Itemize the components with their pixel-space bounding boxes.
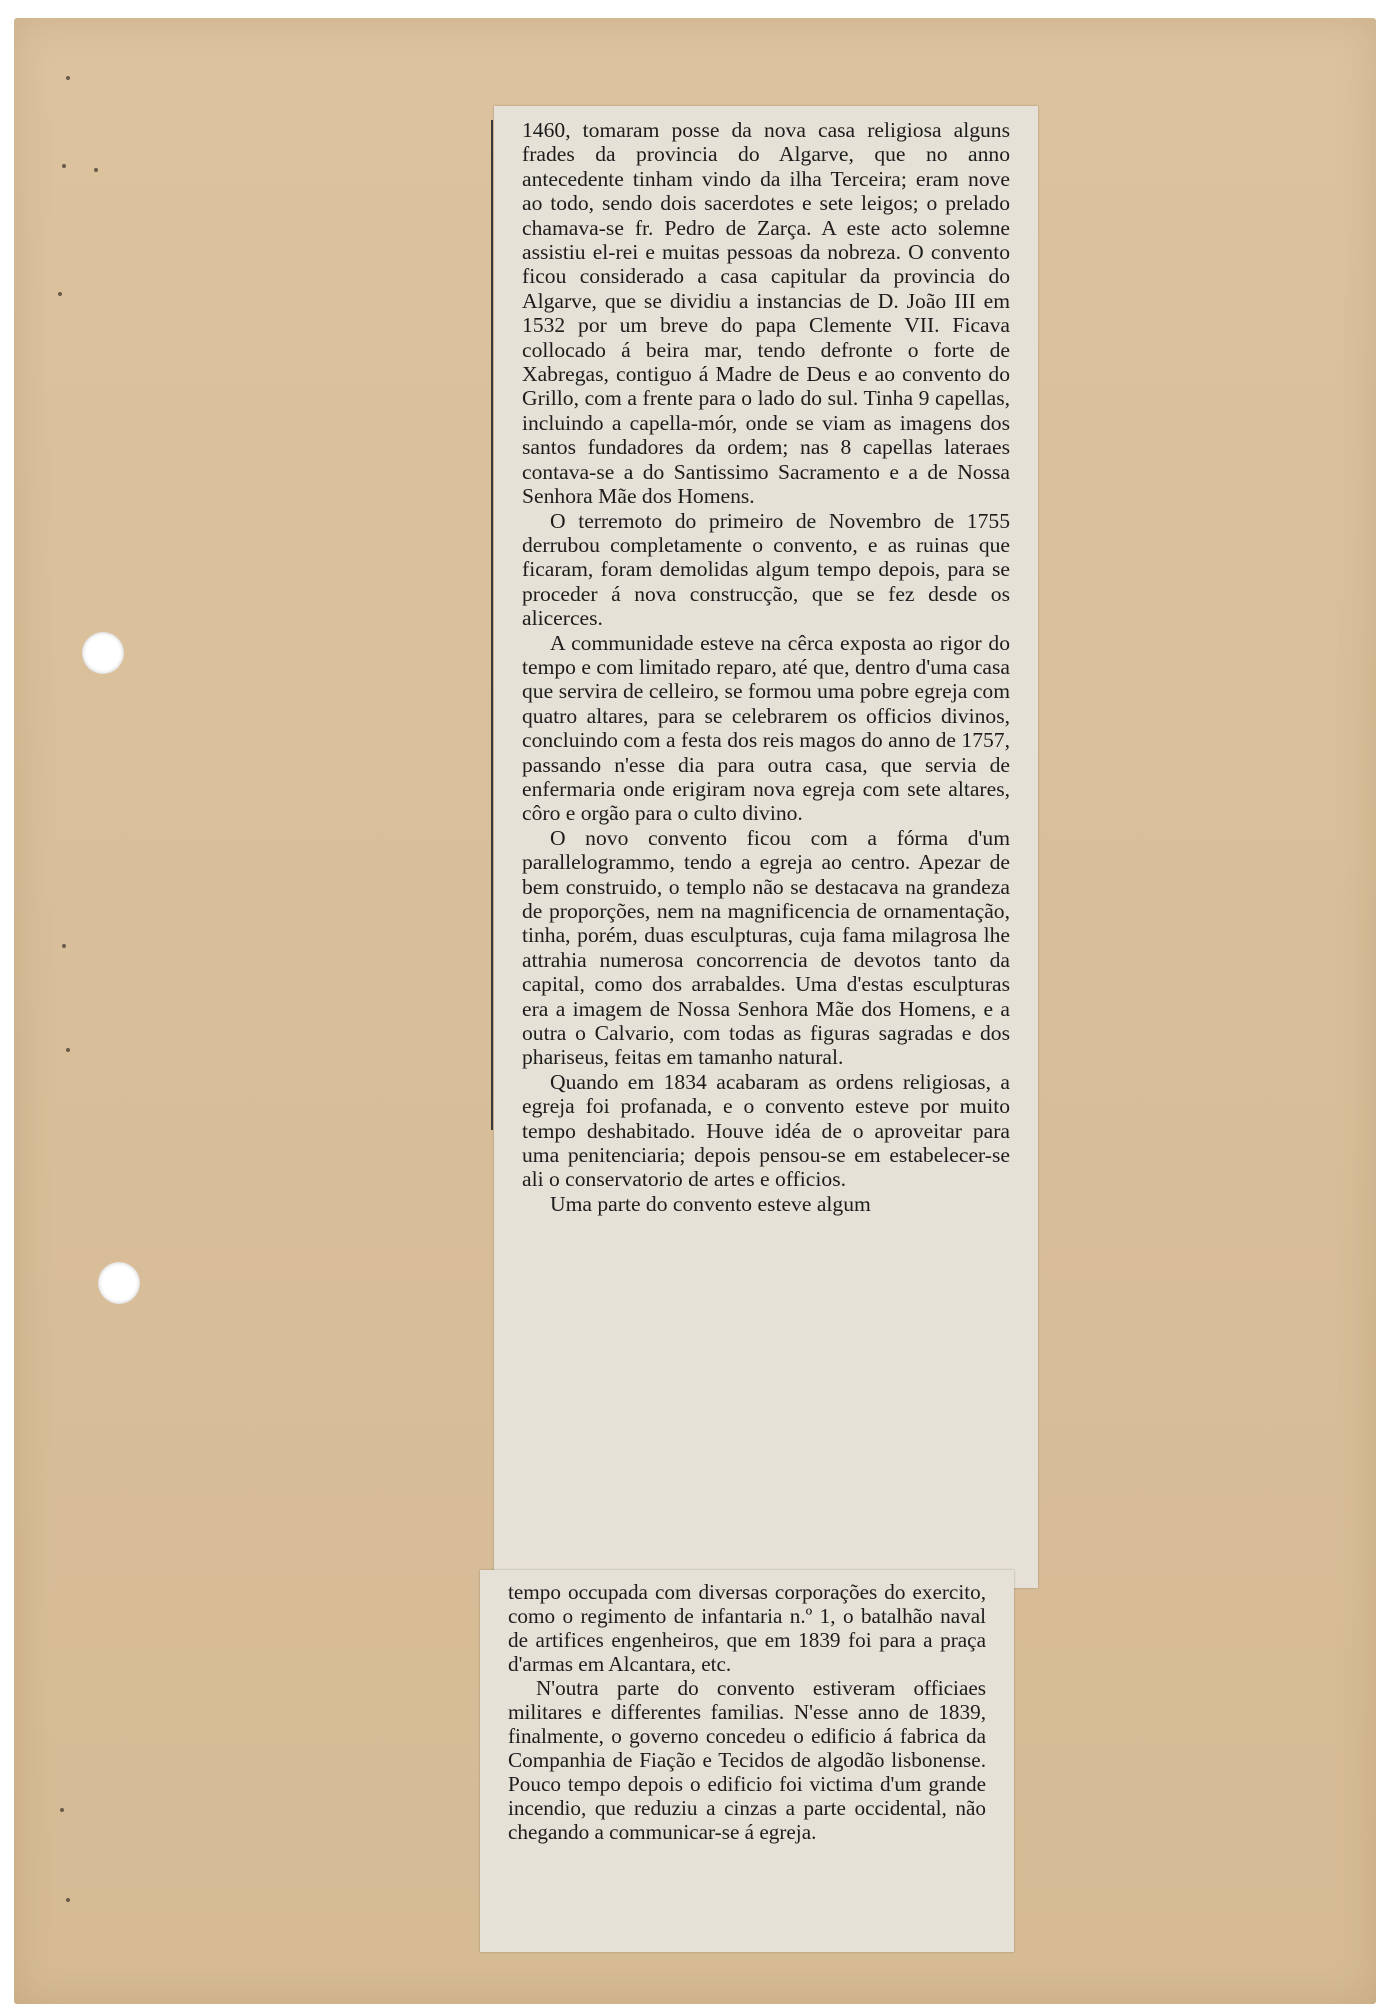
paper-speck [66, 1048, 70, 1052]
paragraph: A communidade esteve na cêrca exposta ao rigor do tempo e com limitado reparo, até que, dentro d'uma casa que servira de celleiro, se formou uma pobre egreja com quatro altares, para se celebrarem os officios divinos, concluindo com a festa dos reis magos do anno de 1757, passando n'esse dia para outra casa, que servia de enfermaria onde erigiram nova egreja com sete altares, côro e orgão para o culto divino. [522, 630, 1010, 826]
paper-speck [62, 164, 66, 168]
paragraph: Uma parte do convento esteve algum [550, 1191, 871, 1216]
paragraph: 1460, tomaram posse da nova casa religiosa alguns frades da provincia do Algarve, que no anno antecedente tinham vindo da ilha Terceira; eram nove ao todo, sendo dois sacerdotes e sete leigos; o prelado chamava-se fr. Pedro de Zarça. A este acto solemne assistiu el-rei e muitas pessoas da nobreza. O convento ficou considerado a casa capitular da provincia do Algarve, que se dividiu a instancias de D. João III em 1532 por um breve do papa Clemente VII. Ficava collocado á beira mar, tendo defronte o forte de Xabregas, contiguo á Madre de Deus e ao convento do Grillo, com a frente para o lado do sul. Tinha 9 capellas, incluindo a capella-mór, onde se viam as imagens dos santos fundadores da ordem; nas 8 capellas lateraes contava-se a do Santissimo Sacramento e a de Nossa Senhora Mãe dos Homens. [522, 118, 1010, 509]
newspaper-clipping-top [494, 106, 1038, 1588]
punch-hole-lower [98, 1262, 140, 1304]
paper-speck [60, 1808, 64, 1812]
text-column [522, 118, 1010, 1216]
text-column [508, 1580, 986, 1844]
paragraph: tempo occupada com diversas corporações do exercito, como o regimento de infantaria n.º 1, o batalhão naval de artifices engenheiros, que em 1839 foi para a praça d'armas em Alcantara, etc. [508, 1580, 986, 1676]
paper-speck [66, 76, 70, 80]
punch-hole-upper [82, 632, 124, 674]
newspaper-clipping-bottom [480, 1570, 1014, 1952]
paragraph: O terremoto do primeiro de Novembro de 1755 derrubou completamente o convento, e as ruinas que ficaram, foram demolidas algum tempo depois, para se proceder á nova construcção, que se fez desde os alicerces. [522, 508, 1010, 631]
paper-speck [62, 944, 66, 948]
paragraph: O novo convento ficou com a fórma d'um parallelogrammo, tendo a egreja ao centro. Apezar de bem construido, o templo não se destacava na grandeza de proporções, nem na magnificencia de ornamentação, tinha, porém, duas esculpturas, cuja fama milagrosa lhe attrahia numerosa concorrencia de devotos tanto da capital, como dos arrabaldes. Uma d'estas esculpturas era a imagem de Nossa Senhora Mãe dos Homens, e a outra o Calvario, com todas as figuras sagradas e dos phariseus, feitas em tamanho natural. [522, 825, 1010, 1070]
paragraph: N'outra parte do convento estiveram officiaes militares e differentes familias. N'esse anno de 1839, finalmente, o governo concedeu o edificio á fabrica da Companhia de Fiação e Tecidos de algodão lisbonense. Pouco tempo depois o edificio foi victima d'um grande incendio, que reduziu a cinzas a parte occidental, não chegando a communicar-se á egreja. [508, 1676, 986, 1844]
paper-speck [66, 1898, 70, 1902]
paper-speck [94, 168, 98, 172]
paragraph: Quando em 1834 acabaram as ordens religiosas, a egreja foi profanada, e o convento esteve por muito tempo deshabitado. Houve idéa de o aproveitar para uma penitenciaria; depois pensou-se em estabelecer-se ali o conservatorio de artes e officios. [522, 1069, 1010, 1192]
paper-speck [58, 292, 62, 296]
clipping-edge-shadow [491, 120, 493, 1130]
